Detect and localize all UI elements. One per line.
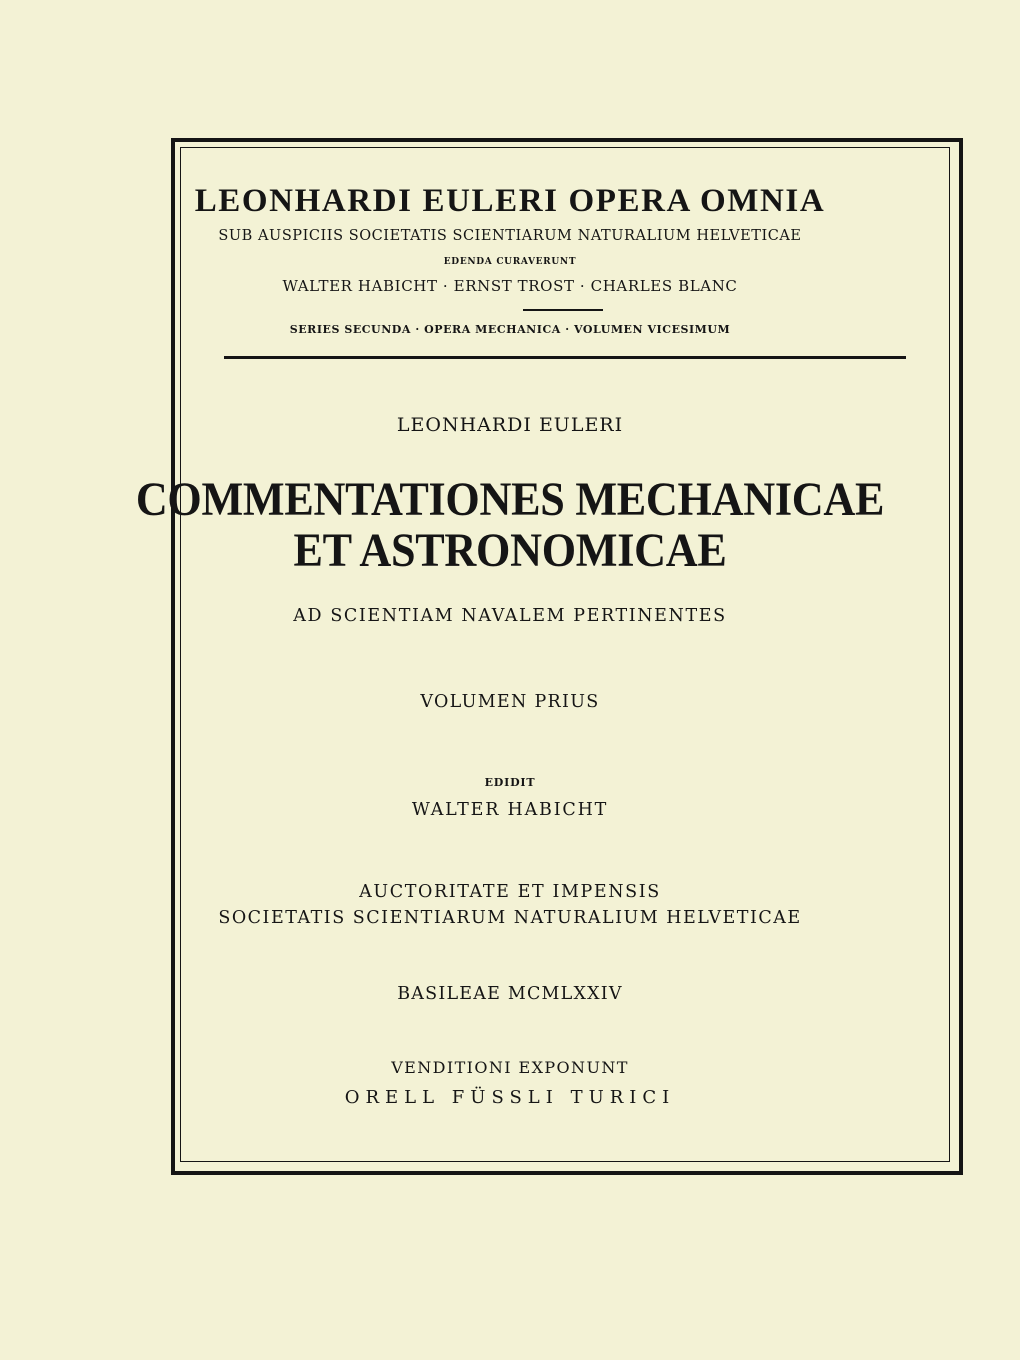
series-editors: WALTER HABICHT · ERNST TROST · CHARLES BLANC bbox=[282, 277, 738, 295]
author-name: LEONHARDI EULERI bbox=[396, 414, 624, 436]
work-title-line2: ET ASTRONOMICAE bbox=[293, 524, 727, 577]
short-divider bbox=[523, 309, 603, 311]
series-subtitle: SUB AUSPICIIS SOCIETATIS SCIENTIARUM NATURALIUM HELVETICAE bbox=[218, 228, 802, 244]
inner-border-frame bbox=[180, 147, 950, 1162]
series-volume-info: SERIES SECUNDA · OPERA MECHANICA · VOLUMEN VICESIMUM bbox=[289, 323, 731, 336]
work-title-line1: COMMENTATIONES MECHANICAE bbox=[135, 473, 885, 526]
work-subtitle: AD SCIENTIAM NAVALEM PERTINENTES bbox=[293, 606, 727, 626]
volume-label: VOLUMEN PRIUS bbox=[420, 692, 600, 712]
venditioni-label: VENDITIONI EXPONUNT bbox=[391, 1058, 629, 1077]
edidit-label: EDIDIT bbox=[484, 776, 536, 789]
auctoritate-line1: AUCTORITATE ET IMPENSIS bbox=[359, 882, 661, 902]
series-main-title: LEONHARDI EULERI OPERA OMNIA bbox=[194, 183, 826, 219]
place-and-year: BASILEAE MCMLXXIV bbox=[397, 984, 623, 1004]
volume-editor: WALTER HABICHT bbox=[411, 800, 609, 820]
auctoritate-line2: SOCIETATIS SCIENTIARUM NATURALIUM HELVETICAE bbox=[218, 908, 802, 928]
edenda-curaverunt-label: EDENDA CURAVERUNT bbox=[443, 257, 577, 267]
header-divider bbox=[224, 356, 906, 359]
publisher-name: ORELL FÜSSLI TURICI bbox=[344, 1087, 676, 1108]
